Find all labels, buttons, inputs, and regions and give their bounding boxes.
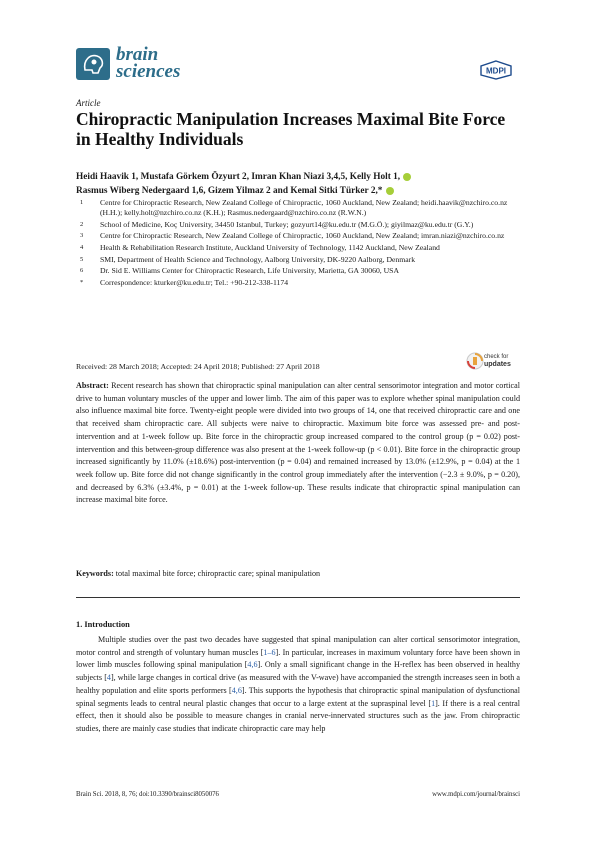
- citation-link[interactable]: 4: [106, 673, 111, 683]
- affiliation-text: Centre for Chiropractic Research, New Zealand College of Chiropractic, 1060 Auckland, New Zealand; heidi.haavik@nzchiro.co.nz (H.H.); kelly.holt@nzchiro.co.nz (K.H.); Rasmus.nedergaard@nzchiro.co.nz (R.W.N.): [100, 198, 508, 218]
- check-updates-line1: check for: [484, 354, 509, 360]
- introduction-paragraph: [76, 634, 520, 736]
- affiliation-item: [76, 231, 521, 241]
- affiliation-text: School of Medicine, Koç University, 34450 Istanbul, Turkey; gozyurt14@ku.edu.tr (M.G.Ö.); giyilmaz@ku.edu.tr (G.Y.): [100, 219, 474, 229]
- orcid-icon[interactable]: [403, 173, 411, 181]
- section-divider: [76, 597, 520, 598]
- affiliation-mark: 5: [80, 255, 84, 263]
- orcid-icon[interactable]: [386, 187, 394, 195]
- journal-name: [116, 46, 180, 80]
- affiliation-mark: 3: [80, 232, 84, 240]
- affiliation-text: Centre for Chiropractic Research, New Zealand College of Chiropractic, 1060 Auckland, New Zealand; imran.niazi@nzchiro.co.nz: [100, 231, 505, 241]
- publication-dates: Received: 28 March 2018; Accepted: 24 April 2018; Published: 27 April 2018: [76, 362, 320, 371]
- affiliation-item: [76, 243, 521, 253]
- author-line-2-text: Rasmus Wiberg Nedergaard 1,6, Gizem Yilmaz 2 and Kemal Sitki Türker 2,*: [76, 186, 383, 196]
- citation-link[interactable]: 4,6: [247, 660, 258, 670]
- check-updates-icon: [466, 350, 484, 372]
- journal-name-line1: brain: [116, 44, 159, 65]
- section-heading: 1. Introduction: [76, 620, 130, 629]
- footer-citation: Brain Sci. 2018, 8, 76; doi:10.3390/brainsci8050076: [76, 791, 219, 798]
- publisher-name: MDPI: [486, 66, 506, 76]
- abstract: [76, 380, 520, 507]
- article-type: Article: [76, 98, 101, 108]
- affiliation-mark: *: [80, 278, 84, 286]
- author-line-1-text: Heidi Haavik 1, Mustafa Görkem Özyurt 2, Imran Khan Niazi 3,4,5, Kelly Holt 1,: [76, 172, 401, 182]
- affiliation-text: Dr. Sid E. Williams Center for Chiropractic Research, Life University, Marietta, GA 30060, USA: [100, 266, 400, 276]
- mdpi-logo-icon: [478, 60, 514, 80]
- affiliation-item: [76, 220, 521, 230]
- paper-title: Chiropractic Manipulation Increases Maximal Bite Force in Healthy Individuals: [76, 109, 506, 149]
- citation-link[interactable]: 1: [431, 698, 436, 708]
- affiliation-item: [76, 255, 521, 265]
- affiliations: [76, 198, 521, 289]
- check-updates-label[interactable]: [484, 354, 511, 368]
- affiliation-mark: 1: [80, 199, 84, 206]
- author-line-2: [76, 184, 516, 198]
- citation-link[interactable]: 1–6: [263, 647, 276, 657]
- intro-text-2: ]. In particular, increases in maximum voluntary force have been shown in lower limb muscles following spinal manipulation [: [76, 647, 520, 670]
- intro-text-1: Multiple studies over the past two decades have suggested that spinal manipulation can alter cortical sensorimotor integration, motor control and strength of voluntary human muscles [: [76, 635, 520, 657]
- affiliation-text: Health & Rehabilitation Research Institute, Auckland University of Technology, 1142 Auckland, New Zealand: [100, 243, 440, 253]
- keywords-label: Keywords:: [76, 569, 114, 578]
- intro-text-6: ]. If there is a real central effect, then it should also be possible to measure changes in cranial nerve-innervated structures such as the jaw. From chiropractic studies, there are mainly case studies that indicate chiropractic care may help: [76, 698, 521, 733]
- footer-url[interactable]: www.mdpi.com/journal/brainsci: [432, 791, 520, 798]
- correspondence-text: Correspondence: kturker@ku.edu.tr; Tel.: +90-212-338-1174: [100, 277, 289, 287]
- intro-text-5: ]. This supports the hypothesis that chiropractic spinal manipulation of dysfunctional spinal segments leads to central neural plastic changes that occur to a large extent at the supraspinal level [: [76, 685, 520, 708]
- affiliation-mark: 4: [80, 244, 84, 252]
- journal-logo-icon: [76, 48, 110, 80]
- keywords-text: total maximal bite force; chiropractic care; spinal manipulation: [115, 569, 321, 578]
- author-line-1: [76, 170, 516, 184]
- intro-text-3: ]. Only a small significant change in the H-reflex has been observed in healthy subjects [: [76, 660, 521, 683]
- keywords: [76, 568, 520, 580]
- intro-text-4: ], while large changes in cortical drive (as measured with the V-wave) have accompanied the strength increases seen in both a healthy population and elite sports performers [: [76, 673, 520, 695]
- affiliation-item: [76, 198, 521, 219]
- citation-link[interactable]: 4,6: [231, 685, 242, 695]
- author-list: [76, 170, 516, 198]
- abstract-text: Recent research has shown that chiropractic spinal manipulation can alter central sensorimotor integration and motor cortical drive to human voluntary muscles of the upper and lower limb. The aim of this paper was to explore whether spinal manipulation could also influence maximal bite force. Twenty-eight people were divided into two groups of 14, one that received chiropractic care and one that received sham chiropractic care. All subjects were naive to chiropractic. Maximum bite force was assessed pre- and post-intervention and at 1-week follow up. Bite force in the chiropractic group increased compared to the control group (p = 0.02) post-intervention and this between-group difference was also present at the 1-week follow-up (p < 0.01). Bite force in the chiropractic group increased significantly by 11.0% (±18.6%) post-intervention (p = 0.04) and remained increased by 13.0% (±12.9%, p = 0.04) at the 1 week follow up. Bite force did not change significantly in the control group immediately after the intervention (−2.3 ± 9.0%, p = 0.20), and decreased by 6.3% (±3.4%, p = 0.01) at the 1-week follow-up. These results indicate that chiropractic spinal manipulation can increase maximal bite force.: [76, 381, 520, 505]
- affiliation-mark: 2: [80, 220, 84, 228]
- check-updates-line2: updates: [484, 361, 511, 368]
- abstract-label: Abstract:: [76, 381, 109, 390]
- affiliation-mark: 6: [80, 267, 84, 275]
- affiliation-item: [76, 266, 521, 276]
- affiliation-item: [76, 278, 521, 288]
- journal-name-line2: sciences: [116, 61, 181, 82]
- affiliation-text: SMI, Department of Health Science and Technology, Aalborg University, DK-9220 Aalborg, Denmark: [100, 254, 416, 264]
